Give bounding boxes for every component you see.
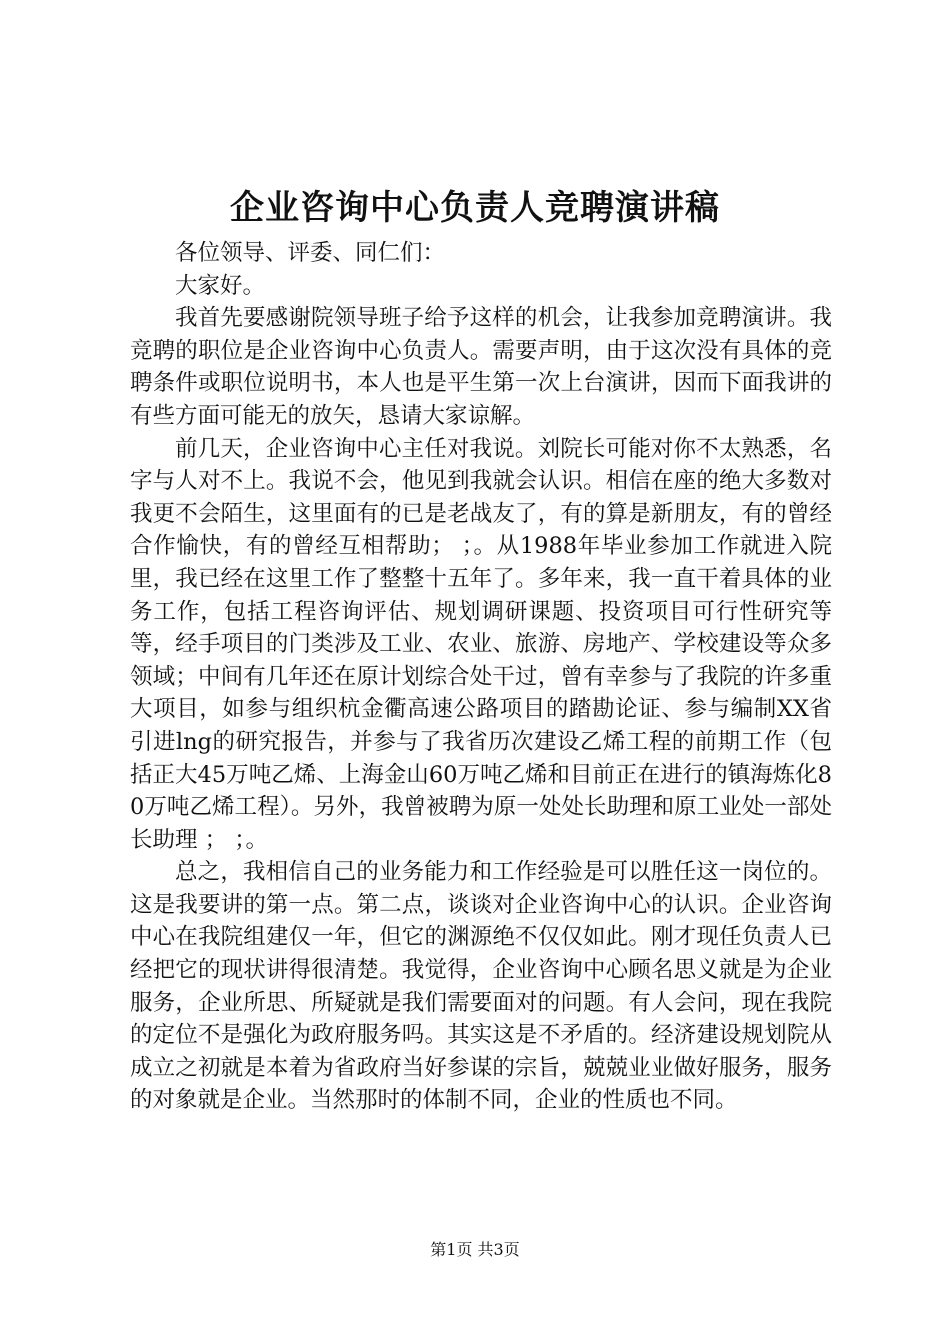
salutation-paragraph: 各位领导、评委、同仁们：: [175, 240, 446, 266]
body-paragraph: 我首先要感谢院领导班子给予这样的机会，让我参加竞聘演讲。我竞聘的职位是企业咨询中心负责人。需要声明，由于这次没有具体的竞聘条件或职位说明书，本人也是平生第一次上台演讲，因而下面我讲的有些方面可能无的放矢，恳请大家谅解。: [130, 305, 832, 429]
body-paragraph: 前几天，企业咨询中心主任对我说。刘院长可能对你不太熟悉，名字与人对不上。我说不会，他见到我就会认识。相信在座的绝大多数对我更不会陌生，这里面有的已是老战友了，有的算是新朋友，有的曾经合作愉快，有的曾经互相帮助； ；。从1988年毕业参加工作就进入院里，我已经在这里工作了整整十五年了。多年来，我一直干着具体的业务工作，包括工程咨询评估、规划调研课题、投资项目可行性研究等等，经手项目的门类涉及工业、农业、旅游、房地产、学校建设等众多领域；中间有几年还在原计划综合处干过，曾有幸参与了我院的许多重大项目，如参与组织杭金衢高速公路项目的踏勘论证、参与编制XX省引进lng的研究报告，并参与了我省历次建设乙烯工程的前期工作（包括正大45万吨乙烯、上海金山60万吨乙烯和目前正在进行的镇海炼化80万吨乙烯工程）。另外，我曾被聘为原一处处长助理和原工业处一部处长助理 ； ；。: [130, 435, 832, 853]
document-title: 企业咨询中心负责人竞聘演讲稿: [230, 188, 720, 228]
document-body: [130, 237, 832, 1117]
body-paragraph: 总之，我相信自己的业务能力和工作经验是可以胜任这一岗位的。这是我要讲的第一点。第二点，谈谈对企业咨询中心的认识。企业咨询中心在我院组建仅一年，但它的渊源绝不仅仅如此。刚才现任负责人已经把它的现状讲得很清楚。我觉得，企业咨询中心顾名思义就是为企业服务，企业所思、所疑就是我们需要面对的问题。有人会问，现在我院的定位不是强化为政府服务吗。其实这是不矛盾的。经济建设规划院从成立之初就是本着为省政府当好参谋的宗旨，兢兢业业做好服务，服务的对象就是企业。当然那时的体制不同，企业的性质也不同。: [130, 859, 832, 1114]
greeting-paragraph: 大家好。: [175, 272, 266, 299]
page-number-footer: 第1页 共3页: [430, 1240, 520, 1259]
